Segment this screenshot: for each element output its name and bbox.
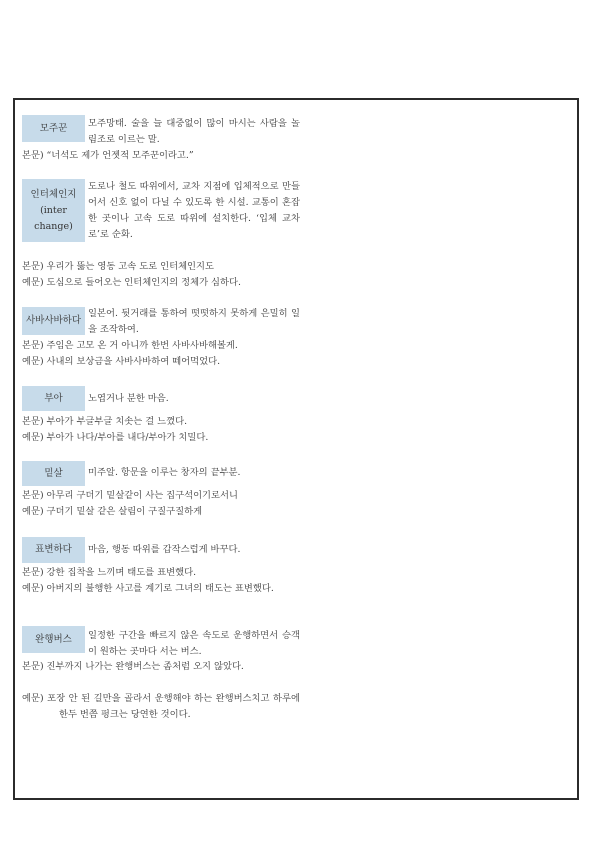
- term-text: 모주꾼: [39, 122, 68, 134]
- definition-text: 마음, 행동 따위를 갑작스럽게 바꾸다.: [88, 544, 241, 555]
- example-line: 본문) “너석도 제가 언젯적 모주꾼이라고.”: [22, 150, 194, 161]
- term-text: 밑살: [44, 467, 63, 479]
- definition-text: 도로나 철도 따위에서, 교차 지점에 입체적으로 만들어서 신호 없이 다닐 수 있도록 한 시설. 교통이 혼잡한 곳이나 고속 도로 따위에 설치한다. ‘입체 교차로’로 순화.: [88, 181, 300, 240]
- term-label: [22, 307, 85, 335]
- definition-text: 노엽거나 분한 마음.: [88, 393, 169, 404]
- term-text: 사바사바하다: [25, 315, 82, 326]
- example-line: 예문) 구더기 밑살 같은 살림이 구질구질하게: [22, 506, 203, 517]
- definition-text: 일본어. 뒷거래를 통하여 떳떳하지 못하게 은밀히 일을 조작하여.: [88, 308, 300, 335]
- example-line: 예문) 포장 안 된 길만을 골라서 운행해야 하는 완행버스치고 하루에 한두 번쯤 펑크는 당연한 것이다.: [22, 693, 300, 720]
- example-line: 예문) 도심으로 들어오는 인터체인지의 정체가 심하다.: [22, 277, 241, 288]
- term-label: [22, 626, 85, 653]
- example-line: 본문) 우리가 뚫는 영동 고속 도로 인터체인지도: [22, 261, 214, 272]
- term-label: [22, 115, 85, 142]
- definition-text: 모주망태. 술을 늘 대중없이 많이 마시는 사람을 놀림조로 이르는 말.: [88, 118, 300, 145]
- term-text: change): [34, 220, 73, 232]
- term-text: 표변하다: [35, 544, 72, 555]
- example-line: 예문) 사내의 보상금을 사바사바하여 떼어먹었다.: [22, 356, 221, 367]
- definition-text: 일정한 구간을 빠르지 않은 속도로 운행하면서 승객이 원하는 곳마다 서는 버스.: [88, 630, 300, 657]
- example-line: 본문) 진부까지 나가는 완행버스는 좀처럼 오지 않았다.: [22, 661, 244, 672]
- example-line: 본문) 아무리 구더기 밑살같이 사는 집구석이기로서니: [22, 490, 238, 501]
- example-line: 예문) 아버지의 불행한 사고를 계기로 그녀의 태도는 표변했다.: [22, 583, 274, 594]
- term-text: 인터체인지: [30, 188, 77, 200]
- example-line: 예문) 부아가 나다/부아를 내다/부아가 치밀다.: [22, 432, 209, 443]
- example-line: 본문) 강한 집착을 느끼며 태도를 표변했다.: [22, 567, 197, 578]
- term-text: 완행버스: [35, 633, 72, 645]
- definition-text: 미주알. 항문을 이루는 창자의 끝부분.: [88, 467, 241, 478]
- example-line: 본문) 부아가 부글부글 치솟는 걸 느꼈다.: [22, 416, 188, 427]
- term-text: (inter: [40, 204, 67, 216]
- term-label: [22, 179, 85, 242]
- term-text: 부아: [44, 392, 63, 404]
- term-label: [22, 386, 85, 411]
- term-label: [22, 461, 85, 486]
- example-line: 본문) 주임은 고모 온 거 아니까 한번 사바사바해볼게.: [22, 340, 238, 351]
- term-label: [22, 537, 85, 563]
